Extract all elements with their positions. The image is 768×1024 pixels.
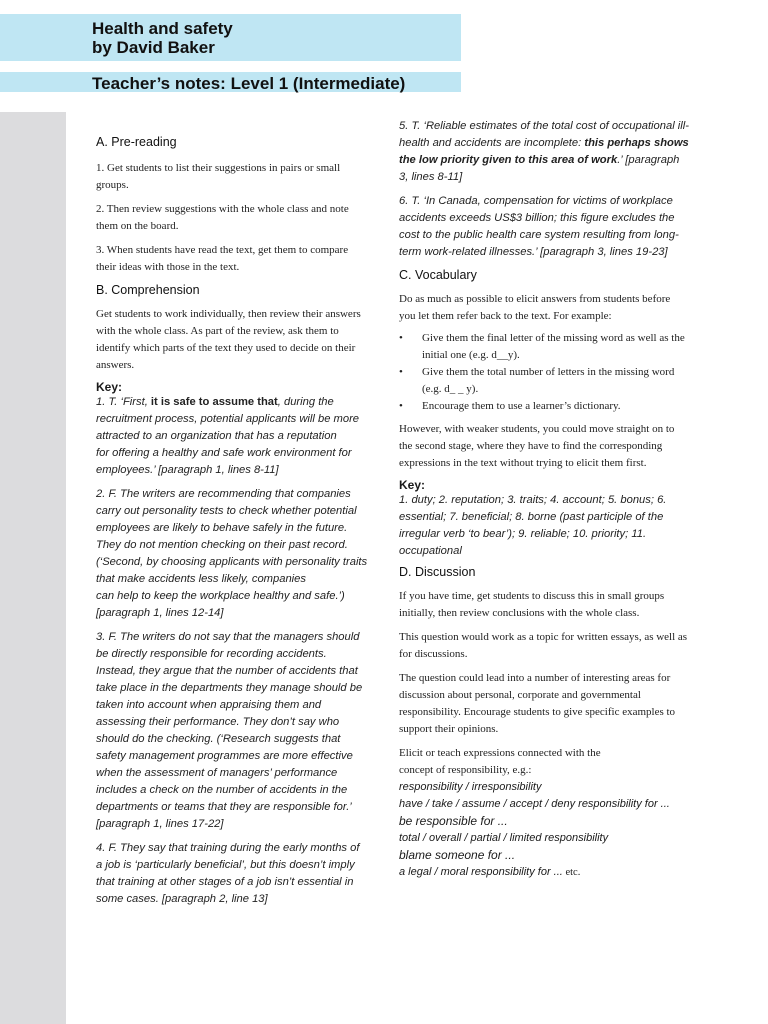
pre-reading-item-1: 1. Get students to list their suggestions in pairs or small groups. [96,162,341,191]
key-item-3: 3. F. The writers do not say that the managers should be directly responsible for recording accidents. Instead, they argue that the number of accidents that take place in the departments they manage should be taken into account when appraising them and assessing their performance. They don’t say who should do the checking. (‘Research suggests that safety management programmes are more effective when the assessment of managers’ performance includes a check on the number of accidents in the departments or teams that they are responsible for.’ [paragraph 1, lines 17-22] [96,631,363,830]
expression-1: responsibility / irresponsibility [399,781,542,793]
pre-reading-heading: A. Pre-reading [96,135,177,149]
discussion-paragraph-2: This question would work as a topic for written essays, as well as for discussions. [399,631,688,660]
pre-reading-item-2: 2. Then review suggestions with the whole class and note them on the board. [96,203,349,232]
key-item-1-part-a: 1. T. ‘First, [96,396,151,408]
expression-6-tail: etc. [562,867,581,878]
right-column [399,118,689,881]
bullet-3-symbol: • [399,400,403,412]
discussion-paragraph-4-line-2: concept of responsibility, e.g.: [399,764,532,776]
pre-reading-item-3: 3. When students have read the text, get them to compare their ideas with those in the text. [96,244,349,273]
vocabulary-bullet-2 [399,364,689,398]
expression-6-italic: a legal / moral responsibility for ... [399,866,563,878]
vocabulary-key: 1. duty; 2. reputation; 3. traits; 4. account; 5. bonus; 6. essential; 7. beneficial; 8. borne (past participle of the irregular verb ‘to bear’); 9. reliable; 10. priority; 11. occupational [399,494,667,557]
expression-2: have / take / assume / accept / deny responsibility for ... [399,798,670,810]
key-item-1-bold: it is safe to assume that [150,396,278,408]
vocabulary-key-label: Key: [399,478,426,492]
key-item-2-part-b: can help to keep the workplace healthy and safe.’) [paragraph 1, lines 12-14] [96,590,345,619]
key-item-5-part-c: .’ [paragraph 3, lines 8-11] [399,154,680,183]
title-line-2: by David Baker [92,38,215,57]
expression-6 [399,864,689,881]
bullet-1-text: Give them the final letter of the missing word as well as the initial one (e.g. d__y). [422,332,685,361]
discussion-expressions [399,745,689,881]
expression-4: total / overall / partial / limited responsibility [399,832,609,844]
bullet-2-symbol: • [399,366,403,378]
vocabulary-bullet-3 [399,398,689,415]
expression-3: be responsible for ... [399,814,508,828]
vocabulary-intro: Do as much as possible to elicit answers from students before you let them refer back to the text. For example: [399,293,671,322]
discussion-paragraph-4-line-1: Elicit or teach expressions connected with the [399,747,601,759]
vocabulary-weaker-students: However, with weaker students, you could move straight on to the second stage, where they have to find the corresponding expressions in the text without trying to elicit them first. [399,423,675,469]
vocabulary-bullet-1 [399,330,689,364]
key-item-5-part-a: 5. T. ‘Reliable estimates of the total cost of occupational ill-health and accidents are incomplete: [399,120,689,149]
page-subtitle: Teacher’s notes: Level 1 (Intermediate) [92,74,406,93]
expression-5: blame someone for ... [399,848,516,862]
key-item-5 [399,118,689,186]
bullet-2-text: Give them the total number of letters in the missing word (e.g. d_ _ y). [422,366,675,395]
comprehension-heading: B. Comprehension [96,283,200,297]
bullet-3-text: Encourage them to use a learner’s dictionary. [422,400,621,412]
comprehension-intro: Get students to work individually, then review their answers with the whole class. As part of the review, ask them to identify which parts of the text they used to decide on their answers. [96,308,361,371]
key-item-2 [96,486,368,622]
key-item-1-part-c: , during the recruitment process, potential applicants will be more attracted to an organization that has a reputation [96,396,360,442]
key-item-1 [96,394,368,479]
discussion-paragraph-1: If you have time, get students to discuss this in small groups initially, then review conclusions with the whole class. [399,590,665,619]
key-item-6: 6. T. ‘In Canada, compensation for victims of workplace accidents exceeds US$3 billion; this figure excludes the cost to the public health care system resulting from long-term work-related illnesses.’ [paragraph 3, lines 19-23] [399,195,679,258]
left-column [96,135,368,915]
key-item-5-bold: this perhaps shows the low priority given to this area of work [399,137,689,166]
discussion-heading: D. Discussion [399,565,476,579]
vocabulary-bullet-list [399,330,689,415]
vocabulary-heading: C. Vocabulary [399,268,477,282]
page-title [92,19,233,57]
comprehension-key-label: Key: [96,380,123,394]
key-item-2-part-a: 2. F. The writers are recommending that companies carry out personality tests to check whether potential employees are likely to behave safely in the future. They do not mention checking on their past record. (‘Second, by choosing applicants with personality traits that make accidents less likely, companies [96,488,368,585]
discussion-paragraph-3: The question could lead into a number of interesting areas for discussion about personal, corporate and governmental responsibility. Encourage students to give specific examples to support their opinions. [399,672,676,735]
key-item-1-part-d: for offering a healthy and safe work environment for employees.’ [paragraph 1, lines 8-11] [96,447,352,476]
key-item-4: 4. F. They say that training during the early months of a job is ‘particularly beneficial’, but this doesn’t imply that training at other stages of a job isn’t essential in some cases. [paragraph 2, line 13] [96,842,360,905]
title-line-1: Health and safety [92,19,233,38]
bullet-1-symbol: • [399,332,403,344]
left-margin-bar [0,112,66,1024]
